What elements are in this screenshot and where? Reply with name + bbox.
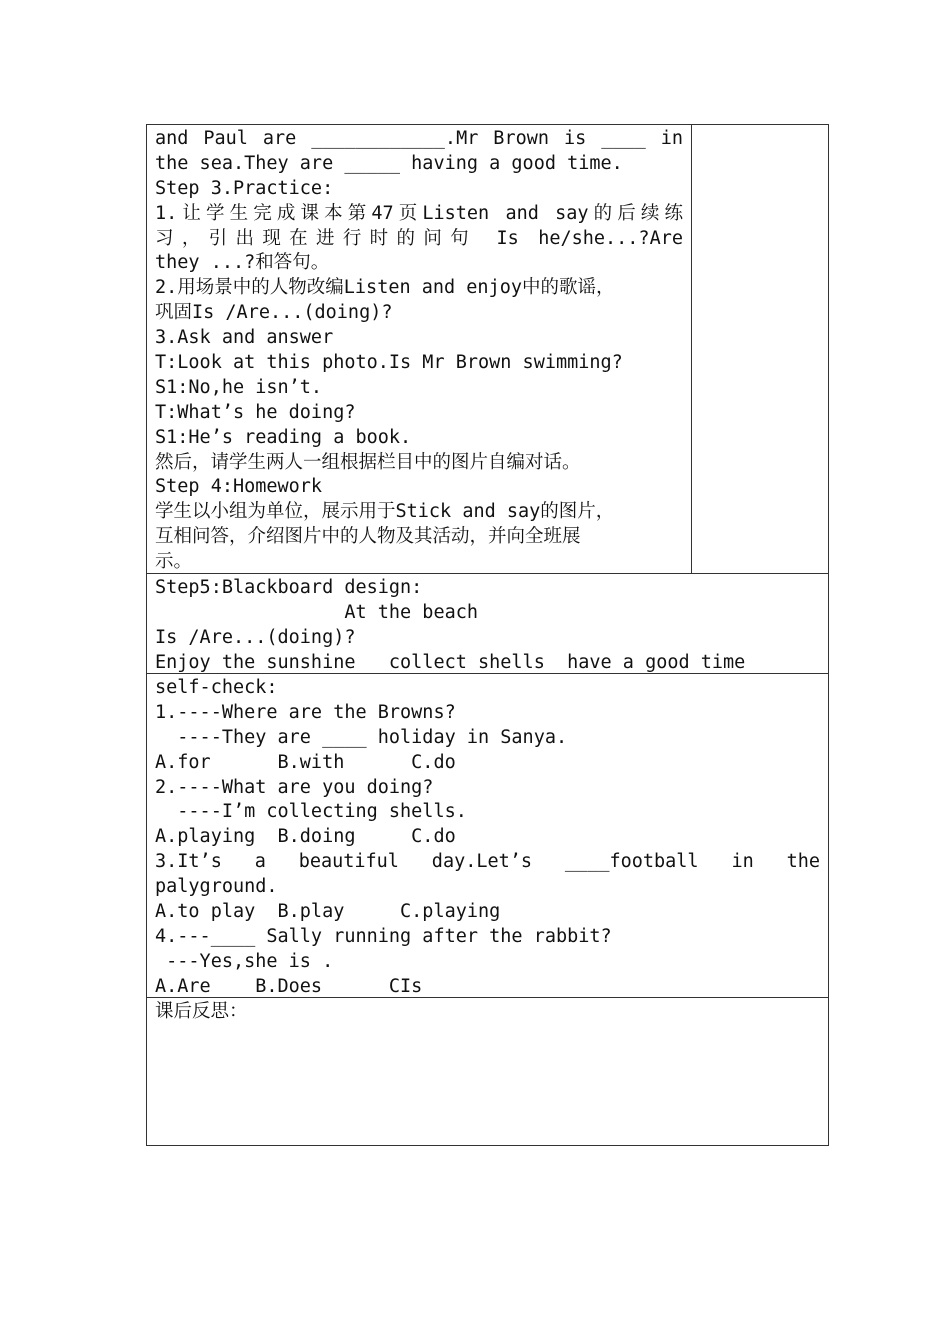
dialogue-line: T:What’s he doing? (155, 401, 356, 423)
question-line: 1.----Where are the Browns? (155, 701, 456, 723)
step-text-line: they ...?和答句。 (155, 252, 330, 274)
step-text-line: 习，引出现在进行时的问句 Is he/she...?Are (155, 227, 683, 249)
options-line: A.for B.with C.do (155, 751, 456, 773)
question-line: ---Yes,she is . (155, 950, 334, 972)
step-text-line: 示。 (155, 551, 193, 573)
step-text-line: 1.让学生完成课本第47页Listen and say的后续练 (155, 202, 683, 224)
question-line: ----I’m collecting shells. (155, 801, 467, 823)
dialogue-line: S1:He’s reading a book. (155, 426, 412, 448)
reflection-title: 课后反思： (155, 1001, 248, 1022)
question-line: ----They are ____ holiday in Sanya. (155, 726, 568, 748)
question-line: 3.It’s a beautiful day.Let’s ____football in the (155, 851, 820, 873)
question-line: palyground. (155, 876, 278, 898)
step4-heading: Step 4:Homework (155, 476, 323, 498)
step-text-line: 3.Ask and answer (155, 327, 334, 349)
blackboard-line: Enjoy the sunshine collect shells have a good time (155, 651, 746, 673)
reflection-cell (147, 998, 829, 1146)
teaching-steps-row (147, 125, 829, 574)
dialogue-line: T:Look at this photo.Is Mr Brown swimming? (155, 352, 623, 374)
self-check-row (147, 674, 829, 998)
lesson-plan-table (146, 124, 829, 1146)
options-line: A.playing B.doing C.do (155, 826, 456, 848)
reflection-row (147, 998, 829, 1146)
step-text-line: 巩固Is /Are...(doing)? (155, 302, 393, 324)
options-line: A.to play B.play C.playing (155, 901, 501, 923)
self-check-cell (147, 674, 829, 998)
step3-heading: Step 3.Practice: (155, 177, 334, 199)
dialogue-line: S1:No,he isn’t. (155, 376, 323, 398)
step-text-line: and Paul are ____________.Mr Brown is ____ in (155, 128, 683, 149)
blackboard-line: Is /Are...(doing)? (155, 626, 356, 648)
step-text-line: 学生以小组为单位，展示用于Stick and say的图片， (155, 501, 615, 523)
blackboard-title: At the beach (155, 601, 479, 623)
step-text-line: 2.用场景中的人物改编Listen and enjoy中的歌谣， (155, 277, 615, 299)
step-text-line: 互相问答，介绍图片中的人物及其活动，并向全班展 (155, 526, 581, 548)
step-text-line: 然后，请学生两人一组根据栏目中的图片自编对话。 (155, 451, 581, 473)
question-line: 4.---____ Sally running after the rabbit? (155, 925, 612, 947)
question-line: 2.----What are you doing? (155, 776, 434, 798)
options-line: A.Are B.Does CIs (155, 975, 423, 997)
self-check-heading: self-check: (155, 677, 278, 698)
blackboard-cell (147, 574, 829, 674)
step-text-line: the sea.They are _____ having a good time. (155, 152, 623, 174)
notes-cell (692, 125, 829, 574)
teaching-steps-cell (147, 125, 692, 574)
blackboard-row (147, 574, 829, 674)
blackboard-heading: Step5:Blackboard design: (155, 577, 423, 598)
